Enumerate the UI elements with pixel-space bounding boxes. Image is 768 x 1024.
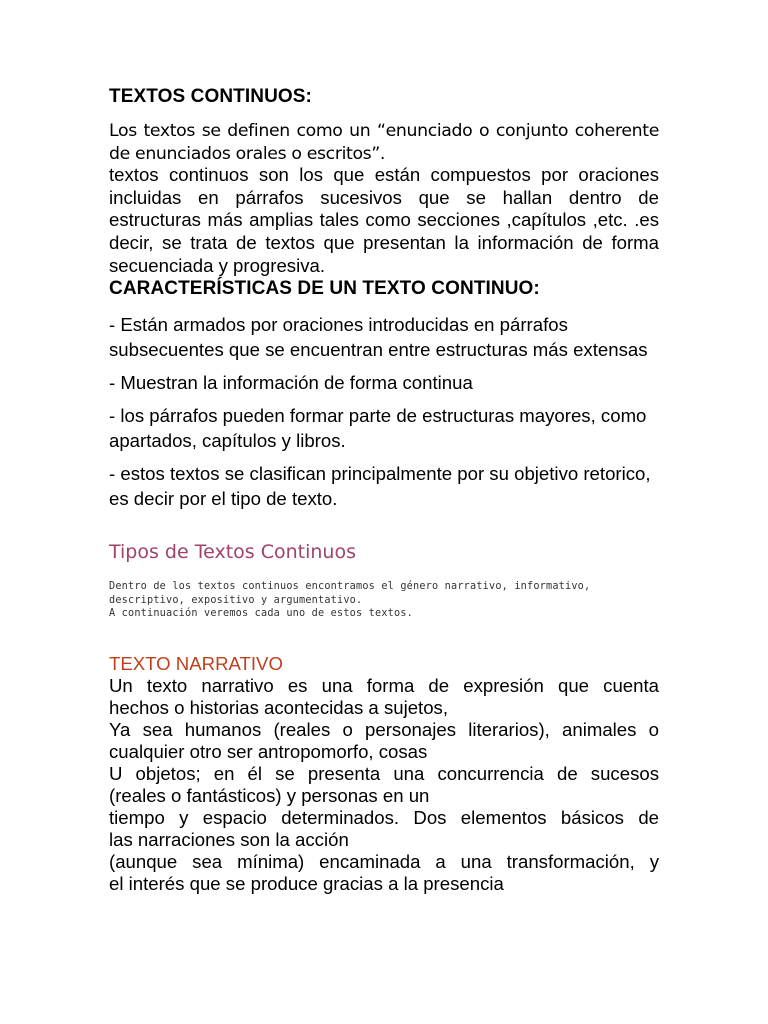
characteristics-list [109,312,659,519]
list-item: - Están armados por oraciones introducidas en párrafos subsecuentes que se encuentran entre estructuras más extensas [109,314,648,360]
narrative-line: U objetos; en él se presenta una concurrencia de sucesos [109,763,659,784]
narrative-heading: TEXTO NARRATIVO [109,653,283,674]
types-description [109,580,669,621]
narrative-line: Un texto narrativo es una forma de expresión que cuenta [109,675,659,696]
narrative-line: hechos o historias acontecidas a sujetos, [109,697,449,718]
document-title: TEXTOS CONTINUOS: [109,86,312,107]
types-description-line: Dentro de los textos continuos encontramos el género narrativo, informativo, descriptivo, expositivo y argumentativo. [109,581,591,606]
narrative-line: el interés que se produce gracias a la presencia [109,873,504,894]
types-description-line: A continuación veremos cada uno de estos textos. [109,608,414,619]
narrative-line: Ya sea humanos (reales o personajes literarios), animales o [109,719,659,740]
list-item: - Muestran la información de forma continua [109,372,473,393]
narrative-line: tiempo y espacio determinados. Dos elementos básicos de [109,807,659,828]
list-item: - estos textos se clasifican principalmente por su objetivo retorico, es decir por el tipo de texto. [109,463,651,509]
narrative-line: (reales o fantásticos) y personas en un [109,785,430,806]
narrative-line: cualquier otro ser antropomorfo, cosas [109,741,428,762]
narrative-body [109,675,659,895]
characteristics-heading: CARACTERÍSTICAS DE UN TEXTO CONTINUO: [109,278,540,299]
narrative-line: las narraciones son la acción [109,829,349,850]
types-heading: Tipos de Textos Continuos [109,541,356,563]
intro-paragraph: textos continuos son los que están compuestos por oraciones incluidas en párrafos sucesivos que se hallan dentro de estructuras más amplias tales como secciones ,capítulos ,etc. .es decir, se trata de textos que presentan la información de forma secuenciada y progresiva. [109,164,659,276]
narrative-line: (aunque sea mínima) encaminada a una transformación, y [109,851,659,872]
intro-definition: Los textos se definen como un “enunciado o conjunto coherente de enunciados orales o escritos”. [109,121,659,164]
list-item: - los párrafos pueden formar parte de estructuras mayores, como apartados, capítulos y libros. [109,405,647,451]
